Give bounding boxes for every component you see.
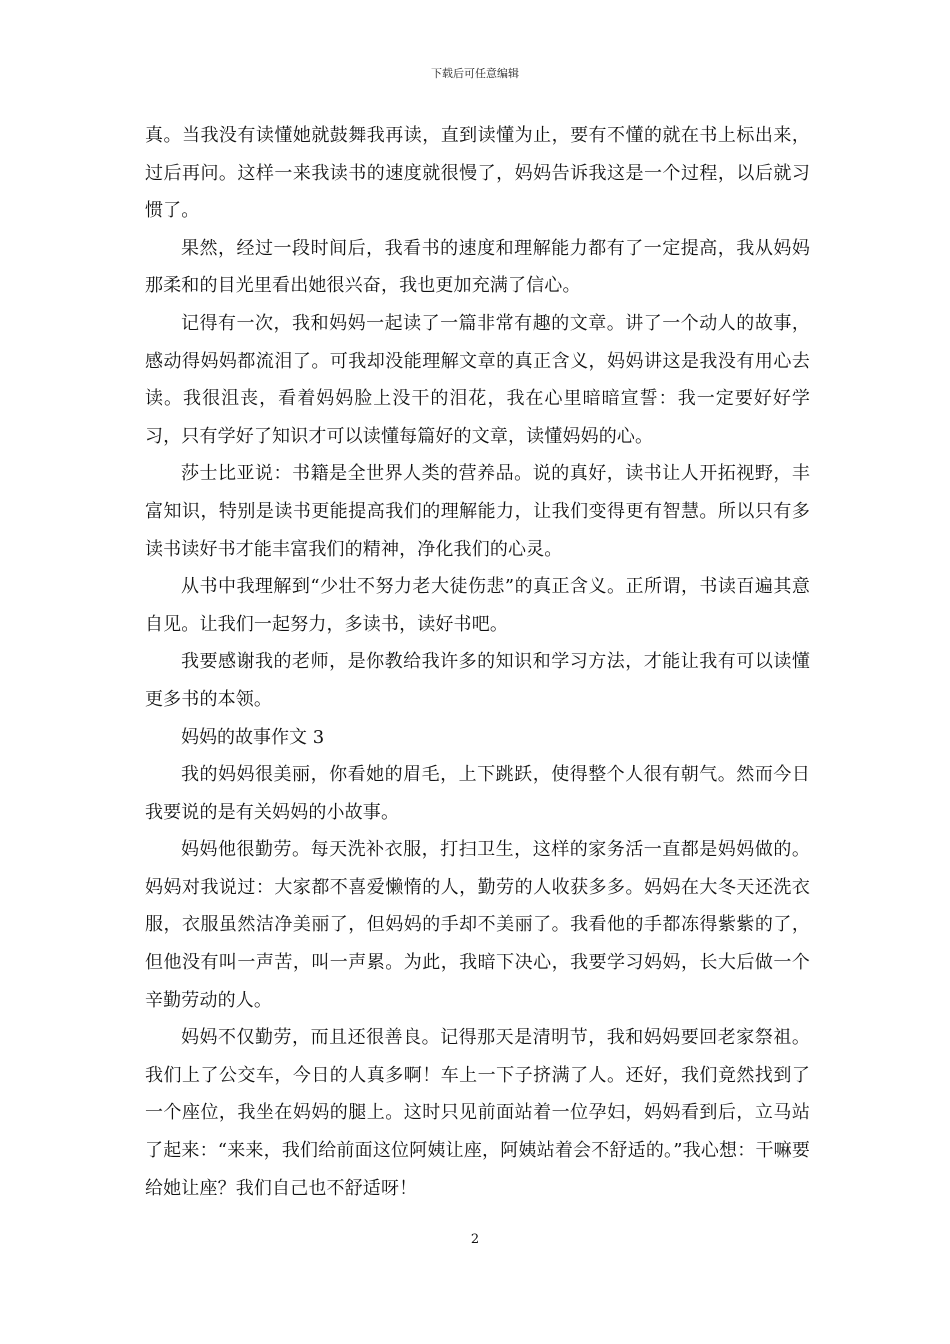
paragraph: 我的妈妈很美丽，你看她的眉毛，上下跳跃，使得整个人很有朝气。然而今日我要说的是有关妈妈的小故事。 [145,764,810,823]
paragraph: 记得有一次，我和妈妈一起读了一篇非常有趣的文章。讲了一个动人的故事，感动得妈妈都流泪了。可我却没能理解文章的真正含义，妈妈讲这是我没有用心去读。我很沮丧，看着妈妈脸上没干的泪花，我在心里暗暗宣誓：我一定要好好学习，只有学好了知识才可以读懂每篇好的文章，读懂妈妈的心。 [145,312,810,447]
paragraph-continued: 真。当我没有读懂她就鼓舞我再读，直到读懂为止，要有不懂的就在书上标出来，过后再问。这样一来我读书的速度就很慢了，妈妈告诉我这是一个过程，以后就习惯了。 [145,125,810,222]
paragraph: 果然，经过一段时间后，我看书的速度和理解能力都有了一定提高，我从妈妈那柔和的目光里看出她很兴奋，我也更加充满了信心。 [145,237,810,297]
paragraph: 从书中我理解到“少壮不努力老大徒伤悲”的真正含义。正所谓，书读百遍其意自见。让我们一起努力，多读书，读好书吧。 [145,576,810,635]
paragraph: 妈妈他很勤劳。每天洗补衣服，打扫卫生，这样的家务活一直都是妈妈做的。妈妈对我说过：大家都不喜爱懒惰的人，勤劳的人收获多多。妈妈在大冬天还洗衣服，衣服虽然洁净美丽了，但妈妈的手却不美丽了。我看他的手都冻得紫紫的了，但他没有叫一声苦，叫一声累。为此，我暗下决心，我要学习妈妈，长大后做一个辛勤劳动的人。 [145,839,810,1011]
section-title: 妈妈的故事作文 3 [181,726,325,748]
document-body [145,117,810,1207]
paragraph: 莎士比亚说：书籍是全世界人类的营养品。说的真好，读书让人开拓视野，丰富知识，特别是读书更能提高我们的理解能力，让我们变得更有智慧。所以只有多读书读好书才能丰富我们的精神，净化我们的心灵。 [145,463,810,560]
page-header: 下载后可任意编辑 [431,67,519,80]
paragraph: 我要感谢我的老师，是你教给我许多的知识和学习方法，才能让我有可以读懂更多书的本领。 [145,651,810,710]
page-number: 2 [470,1232,480,1247]
paragraph: 妈妈不仅勤劳，而且还很善良。记得那天是清明节，我和妈妈要回老家祭祖。我们上了公交车，今日的人真多啊！车上一下子挤满了人。还好，我们竟然找到了一个座位，我坐在妈妈的腿上。这时只见前面站着一位孕妇，妈妈看到后，立马站了起来：“来来，我们给前面这位阿姨让座，阿姨站着会不舒适的。”我心想：干嘛要给她让座？我们自己也不舒适呀！ [145,1027,810,1199]
